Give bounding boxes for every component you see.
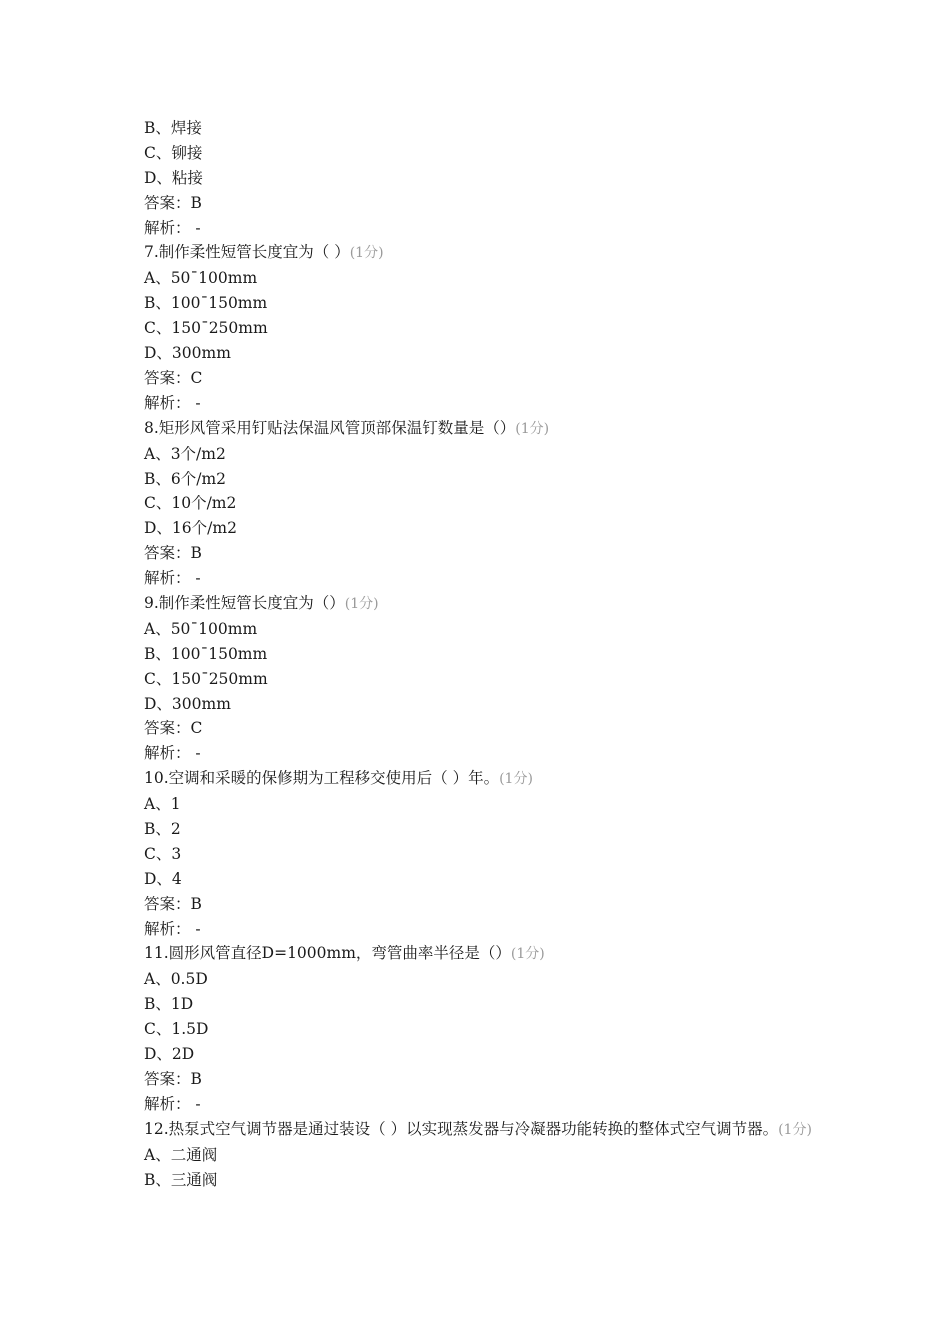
answer-line (144, 892, 824, 917)
question-stem (144, 1117, 824, 1143)
line-text: C、150¯250mm (144, 669, 268, 688)
line-text: D、300mm (144, 694, 231, 713)
analysis-line (144, 917, 824, 942)
line-text: B、2 (144, 820, 181, 838)
line-text: C、10个/m2 (144, 494, 237, 513)
option-line (144, 642, 824, 667)
line-text: A、50¯100mm (144, 269, 258, 288)
line-text: 解析： - (144, 569, 201, 588)
score-label: (1分) (344, 595, 379, 612)
line-text: 答案：B (144, 544, 202, 563)
option-line (144, 166, 824, 191)
line-text: B、三通阀 (144, 1170, 218, 1189)
line-text: D、粘接 (144, 168, 203, 187)
option-line (144, 516, 824, 541)
question-stem (144, 941, 824, 967)
analysis-line (144, 741, 824, 766)
document-page (144, 116, 824, 1192)
line-text: 11.圆形风管直径D=1000mm，弯管曲率半径是（） (144, 944, 511, 963)
line-text: 8.矩形风管采用钉贴法保温风管顶部保温钉数量是（） (144, 418, 516, 437)
question-stem (144, 240, 824, 266)
option-line (144, 967, 824, 992)
option-line (144, 266, 824, 291)
line-text: 答案：C (144, 368, 203, 387)
line-text: A、1 (144, 795, 181, 814)
option-line (144, 992, 824, 1017)
option-line (144, 1168, 824, 1193)
option-line (144, 116, 824, 141)
question-stem (144, 766, 824, 792)
option-line (144, 867, 824, 892)
option-line (144, 341, 824, 366)
line-text: 答案：C (144, 719, 203, 738)
line-text: D、16个/m2 (144, 519, 237, 538)
line-text: 10.空调和采暖的保修期为工程移交使用后（ ）年。 (144, 769, 500, 788)
option-line (144, 842, 824, 867)
line-text: B、100¯150mm (144, 294, 268, 313)
score-label: (1分) (778, 1121, 812, 1138)
line-text: A、50¯100mm (144, 619, 258, 638)
line-text: 解析： - (144, 393, 201, 412)
answer-line (144, 1067, 824, 1092)
option-line (144, 442, 824, 467)
line-text: C、150¯250mm (144, 319, 268, 338)
line-text: 解析： - (144, 1094, 201, 1113)
option-line (144, 617, 824, 642)
line-text: C、铆接 (144, 143, 203, 162)
line-text: 答案：B (144, 193, 202, 212)
option-line (144, 491, 824, 516)
line-text: 答案：B (144, 894, 202, 913)
answer-line (144, 541, 824, 566)
question-stem (144, 591, 824, 617)
line-text: 答案：B (144, 1069, 202, 1088)
line-text: D、4 (144, 869, 182, 888)
line-text: A、二通阀 (144, 1145, 218, 1164)
score-label: (1分) (510, 946, 545, 963)
line-text: D、300mm (144, 344, 231, 363)
option-line (144, 792, 824, 817)
option-line (144, 291, 824, 316)
line-text: C、1.5D (144, 1020, 209, 1039)
answer-line (144, 716, 824, 741)
analysis-line (144, 1092, 824, 1117)
answer-line (144, 366, 824, 391)
option-line (144, 467, 824, 492)
score-label: (1分) (499, 771, 533, 788)
option-line (144, 1042, 824, 1067)
option-line (144, 141, 824, 166)
option-line (144, 316, 824, 341)
option-line (144, 692, 824, 717)
line-text: 12.热泵式空气调节器是通过装设（ ）以实现蒸发器与冷凝器功能转换的整体式空气调节器。 (144, 1119, 779, 1138)
line-text: 解析： - (144, 744, 201, 763)
question-stem (144, 416, 824, 442)
answer-line (144, 191, 824, 216)
line-text: 解析： - (144, 919, 201, 938)
line-text: 7.制作柔性短管长度宜为（ ） (144, 243, 350, 262)
option-line (144, 1017, 824, 1042)
option-line (144, 817, 824, 842)
analysis-line (144, 566, 824, 591)
line-text: B、1D (144, 995, 194, 1014)
analysis-line (144, 216, 824, 241)
line-text: A、0.5D (144, 970, 208, 989)
line-text: B、6个/m2 (144, 469, 227, 488)
line-text: D、2D (144, 1045, 195, 1064)
option-line (144, 1143, 824, 1168)
option-line (144, 667, 824, 692)
line-text: 解析： - (144, 218, 201, 237)
line-text: B、焊接 (144, 119, 202, 137)
line-text: A、3个/m2 (144, 444, 226, 463)
score-label: (1分) (349, 245, 384, 262)
score-label: (1分) (515, 420, 550, 437)
analysis-line (144, 391, 824, 416)
line-text: 9.制作柔性短管长度宜为（） (144, 593, 345, 612)
line-text: C、3 (144, 844, 182, 863)
line-text: B、100¯150mm (144, 644, 268, 663)
